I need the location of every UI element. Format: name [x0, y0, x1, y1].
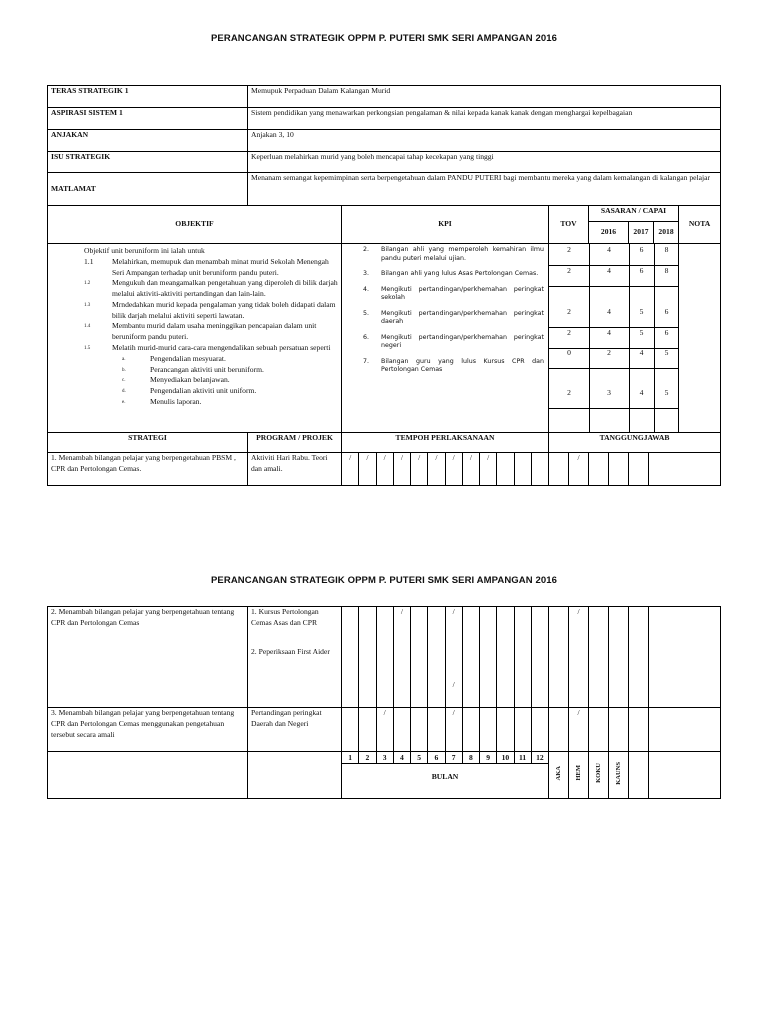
value-col-divider	[589, 244, 590, 432]
header-tov: TOV	[549, 206, 589, 244]
blank-cell	[629, 752, 649, 799]
month-number: 8	[462, 752, 479, 764]
month-mark	[514, 453, 531, 486]
value-col-divider	[654, 244, 655, 432]
kpi-number: 5.	[363, 309, 370, 317]
responsibility-mark: /	[577, 708, 580, 717]
objektif-number: 1.4	[84, 324, 91, 330]
month-number: 2	[359, 752, 376, 764]
info-value: Memupuk Perpaduan Dalam Kalangan Murid	[248, 86, 721, 108]
responsibility-cell	[589, 607, 609, 708]
objektif-sub-text: Menyediakan belanjawan.	[150, 375, 230, 385]
month-mark: /	[445, 453, 462, 486]
objektif-subitem	[84, 386, 338, 397]
month-cell	[359, 607, 376, 708]
responsibility-mark	[589, 453, 609, 486]
responsibility-mark	[609, 453, 629, 486]
info-label: TERAS STRATEGIK 1	[48, 86, 248, 108]
target-value: 2	[567, 266, 571, 275]
month-mark: /	[376, 453, 393, 486]
month-mark: /	[462, 453, 479, 486]
target-value: 2	[607, 348, 611, 357]
kpi-number: 3.	[363, 270, 370, 277]
month-number: 3	[376, 752, 393, 764]
month-mark: /	[393, 453, 410, 486]
responsibility-cell	[549, 708, 569, 752]
objektif-number: 1.2	[84, 281, 91, 287]
month-mark: /	[359, 453, 376, 486]
objektif-sub-text: Menulis laporan.	[150, 396, 202, 406]
month-cell	[393, 607, 410, 708]
strategy-table	[47, 432, 721, 486]
objektif-text: Membantu murid dalam usaha meninggikan pencapaian dalam unit beruniform pandu puteri.	[112, 321, 317, 342]
month-number: 9	[480, 752, 497, 764]
month-number: 7	[445, 752, 462, 764]
objektif-subitem	[84, 354, 338, 365]
kpi-item	[345, 246, 544, 263]
month-cell	[445, 607, 462, 708]
month-number: 1	[342, 752, 359, 764]
target-value: 4	[639, 348, 644, 357]
objektif-item	[84, 278, 338, 300]
info-label: ISU STRATEGIK	[48, 152, 248, 173]
month-mark: /	[452, 679, 455, 689]
objektif-sub-letter: c.	[122, 378, 126, 384]
page-title-2: PERANCANGAN STRATEGIK OPPM P. PUTERI SMK SERI AMPANGAN 2016	[210, 575, 557, 586]
objective-table	[47, 205, 721, 433]
target-value: 4	[607, 245, 611, 254]
header-nota: NOTA	[679, 206, 721, 244]
responsibility-cell	[569, 708, 589, 752]
month-number: 5	[411, 752, 428, 764]
target-value: 5	[639, 307, 644, 316]
month-mark	[531, 453, 548, 486]
header-strategi: STRATEGI	[48, 433, 248, 453]
month-cell	[411, 708, 428, 752]
info-label: ASPIRASI SISTEM 1	[48, 108, 248, 130]
header-tempoh: TEMPOH PERLAKSANAAN	[342, 433, 549, 453]
month-number: 12	[531, 752, 548, 764]
kpi-item	[345, 286, 544, 303]
info-value: Menanam semangat kepemimpinan serta berpengetahuan dalam PANDU PUTERI bagi membantu mereka yang dalam kemalangan di kalangan pelajar	[248, 173, 721, 206]
objektif-sub-letter: b.	[122, 367, 126, 373]
target-values	[549, 244, 678, 432]
target-value: 3	[607, 388, 611, 397]
responsibility-label	[609, 752, 629, 799]
responsibility-cell	[629, 708, 649, 752]
kpi-item	[345, 334, 544, 351]
kpi-item	[345, 358, 544, 375]
responsibility-label	[569, 752, 589, 799]
kpi-text: Mengikuti pertandingan/perkhemahan peringkat daerah	[381, 309, 544, 325]
blank-cell	[649, 752, 721, 799]
target-value: 6	[664, 328, 669, 337]
info-label: ANJAKAN	[48, 130, 248, 152]
objektif-item	[84, 343, 338, 354]
kpi-number: 2.	[363, 246, 370, 253]
objektif-text: Melatih murid-murid cara-cara mengendalikan sebuah persatuan seperti	[112, 343, 331, 353]
month-mark: /	[383, 708, 386, 717]
program-text: Pertandingan peringkat Daerah dan Negeri	[248, 708, 342, 752]
target-value: 4	[639, 388, 644, 397]
target-value: 2	[567, 245, 571, 254]
responsibility-mark: /	[569, 453, 589, 486]
target-value: 5	[664, 348, 669, 357]
kpi-text: Bilangan ahli yang lulus Asas Pertolongan Cemas.	[381, 270, 539, 277]
month-cell	[497, 607, 514, 708]
target-value: 2	[567, 388, 571, 397]
month-cell	[531, 607, 548, 708]
program-cell	[248, 607, 342, 708]
objektif-sub-text: Pengendalian aktiviti unit uniform.	[150, 386, 257, 396]
target-value: 5	[639, 328, 644, 337]
kpi-text: Bilangan ahli yang memperoleh kemahiran ilmu pandu puteri melalui ujian.	[381, 246, 544, 262]
info-value: Anjakan 3, 10	[248, 130, 721, 152]
header-sasaran: SASARAN / CAPAI	[589, 206, 679, 222]
program-text: 1. Kursus Pertolongan Cemas Asas dan CPR	[251, 607, 319, 627]
objektif-text: Melahirkan, memupuk dan menambah minat murid Sekolah Menengah Seri Ampangan terhadap unit beruniform pandu puteri.	[112, 256, 329, 277]
responsibility-label-text: HEM	[574, 765, 582, 781]
responsibility-mark: /	[577, 607, 580, 616]
month-mark: /	[452, 607, 455, 616]
responsibility-cell	[629, 607, 649, 708]
objektif-sub-letter: d.	[122, 389, 126, 395]
responsibility-cell	[569, 607, 589, 708]
target-value: 8	[664, 245, 669, 254]
header-program: PROGRAM / PROJEK	[248, 433, 342, 453]
header-year: 2017	[629, 222, 654, 244]
month-cell	[376, 607, 393, 708]
kpi-list	[345, 246, 544, 375]
month-cell	[411, 607, 428, 708]
header-year: 2016	[589, 222, 629, 244]
responsibility-cell	[609, 607, 629, 708]
nota-cell	[679, 244, 721, 433]
blank-cell	[649, 708, 721, 752]
responsibility-label-text: KAUNS	[614, 761, 622, 785]
month-cell	[514, 708, 531, 752]
info-value: Keperluan melahirkan murid yang boleh mencapai tahap kecekapan yang tinggi	[248, 152, 721, 173]
kpi-number: 6.	[363, 333, 370, 341]
objektif-item	[84, 257, 338, 279]
month-cell	[462, 708, 479, 752]
target-value: 4	[607, 266, 611, 275]
info-value: Sistem pendidikan yang menawarkan perkongsian pengalaman & nilai kepada kanak kanak dengan menghargai kepelbagaian	[248, 108, 721, 130]
kpi-text: Mengikuti pertandingan/perkhemahan peringkat sekolah	[381, 285, 544, 301]
kpi-cell	[342, 244, 549, 433]
month-cell	[428, 708, 445, 752]
objektif-sublist	[84, 354, 338, 408]
target-value: 6	[639, 266, 644, 275]
target-value: 2	[567, 328, 571, 337]
value-row-divider	[549, 286, 678, 287]
month-cell	[342, 708, 359, 752]
objektif-sub-letter: e.	[122, 399, 126, 405]
kpi-item	[345, 270, 544, 279]
responsibility-cell	[609, 708, 629, 752]
month-mark: /	[428, 453, 445, 486]
month-cell	[480, 708, 497, 752]
objektif-subitem	[84, 397, 338, 408]
info-table	[47, 85, 721, 206]
objektif-item	[84, 321, 338, 343]
objektif-list	[84, 257, 338, 354]
responsibility-mark	[549, 453, 569, 486]
month-mark: /	[480, 453, 497, 486]
month-number: 11	[514, 752, 531, 764]
program-text: 2. Peperiksaan First Aider	[251, 646, 330, 656]
month-cell	[514, 607, 531, 708]
responsibility-label	[549, 752, 569, 799]
month-cell	[445, 708, 462, 752]
objektif-sub-text: Pengendalian mesyuarat.	[150, 353, 226, 363]
blank-cell	[649, 453, 721, 486]
target-value: 0	[567, 348, 571, 357]
responsibility-label	[589, 752, 609, 799]
objektif-intro: Objektif unit beruniform ini ialah untuk	[84, 246, 205, 255]
objektif-sub-text: Perancangan aktiviti unit beruniform.	[150, 364, 264, 374]
month-cell	[393, 708, 410, 752]
month-cell	[531, 708, 548, 752]
value-row-divider	[549, 408, 678, 409]
month-mark: /	[342, 453, 359, 486]
objektif-cell	[48, 244, 342, 433]
responsibility-cell	[589, 708, 609, 752]
kpi-text: Mengikuti pertandingan/perkhemahan peringkat negeri	[381, 333, 544, 349]
strategy-table-2	[47, 606, 721, 799]
target-value: 6	[664, 307, 669, 316]
month-number: 4	[393, 752, 410, 764]
page-title: PERANCANGAN STRATEGIK OPPM P. PUTERI SMK SERI AMPANGAN 2016	[210, 33, 557, 44]
blank-cell	[248, 752, 342, 799]
kpi-text: Bilangan guru yang lulus Kursus CPR dan Pertolongan Cemas	[381, 357, 544, 373]
header-kpi: KPI	[342, 206, 549, 244]
objektif-number: 1.3	[84, 302, 91, 308]
month-cell	[342, 607, 359, 708]
info-label: MATLAMAT	[48, 173, 248, 206]
header-tanggungjawab: TANGGUNGJAWAB	[549, 433, 721, 453]
strategi-text: 1. Menambah bilangan pelajar yang berpengetahuan PBSM , CPR dan Pertolongan Cemas.	[48, 453, 248, 486]
month-cell	[480, 607, 497, 708]
value-col-divider	[629, 244, 630, 432]
month-mark: /	[411, 453, 428, 486]
month-cell	[462, 607, 479, 708]
objektif-text: Mrndedahkan murid kepada pengalaman yang tidak boleh didapati dalam bilik darjah melalui aktiviti seperti lawatan.	[112, 299, 336, 320]
responsibility-cell	[549, 607, 569, 708]
program-text: Aktiviti Hari Rabu. Teori dan amali.	[248, 453, 342, 486]
target-value: 6	[639, 245, 644, 254]
header-objektif: OBJEKTIF	[48, 206, 342, 244]
header-year: 2018	[654, 222, 679, 244]
kpi-number: 4.	[363, 285, 370, 293]
month-mark: /	[452, 708, 455, 717]
month-cell	[497, 708, 514, 752]
kpi-number: 7.	[363, 357, 370, 365]
values-cell	[549, 244, 679, 433]
month-cell	[359, 708, 376, 752]
responsibility-mark	[629, 453, 649, 486]
month-number: 10	[497, 752, 514, 764]
bulan-label: BULAN	[342, 764, 549, 799]
value-row-divider	[549, 368, 678, 369]
month-cell	[428, 607, 445, 708]
strategi-text: 3. Menambah bilangan pelajar yang berpengetahuan tentang CPR dan Pertolongan Cemas menggunakan pengetahuan tersebut secara amali	[48, 708, 248, 752]
objektif-number: 1.1	[84, 256, 94, 266]
target-value: 5	[664, 388, 669, 397]
target-value: 4	[607, 307, 611, 316]
strategi-text: 2. Menambah bilangan pelajar yang berpengetahuan tentang CPR dan Pertolongan Cemas	[48, 607, 248, 708]
responsibility-label-text: AKA	[554, 765, 562, 781]
target-value: 8	[664, 266, 669, 275]
kpi-item	[345, 310, 544, 327]
target-value: 2	[567, 307, 571, 316]
blank-cell	[48, 752, 248, 799]
month-mark	[497, 453, 514, 486]
objektif-subitem	[84, 375, 338, 386]
blank-cell	[649, 607, 721, 708]
objektif-text: Mengukuh dan meangamalkan pengetahuan yang diperoleh di bilik darjah melalui aktiviti-aktiviti pertandingan dan lain-lain.	[112, 278, 338, 299]
month-number: 6	[428, 752, 445, 764]
responsibility-label-text: KOKU	[594, 763, 602, 784]
objektif-item	[84, 300, 338, 322]
objektif-subitem	[84, 365, 338, 376]
objektif-number: 1.5	[84, 346, 91, 352]
month-mark: /	[400, 607, 403, 616]
target-value: 4	[607, 328, 611, 337]
objektif-sub-letter: a.	[122, 356, 126, 362]
month-cell	[376, 708, 393, 752]
